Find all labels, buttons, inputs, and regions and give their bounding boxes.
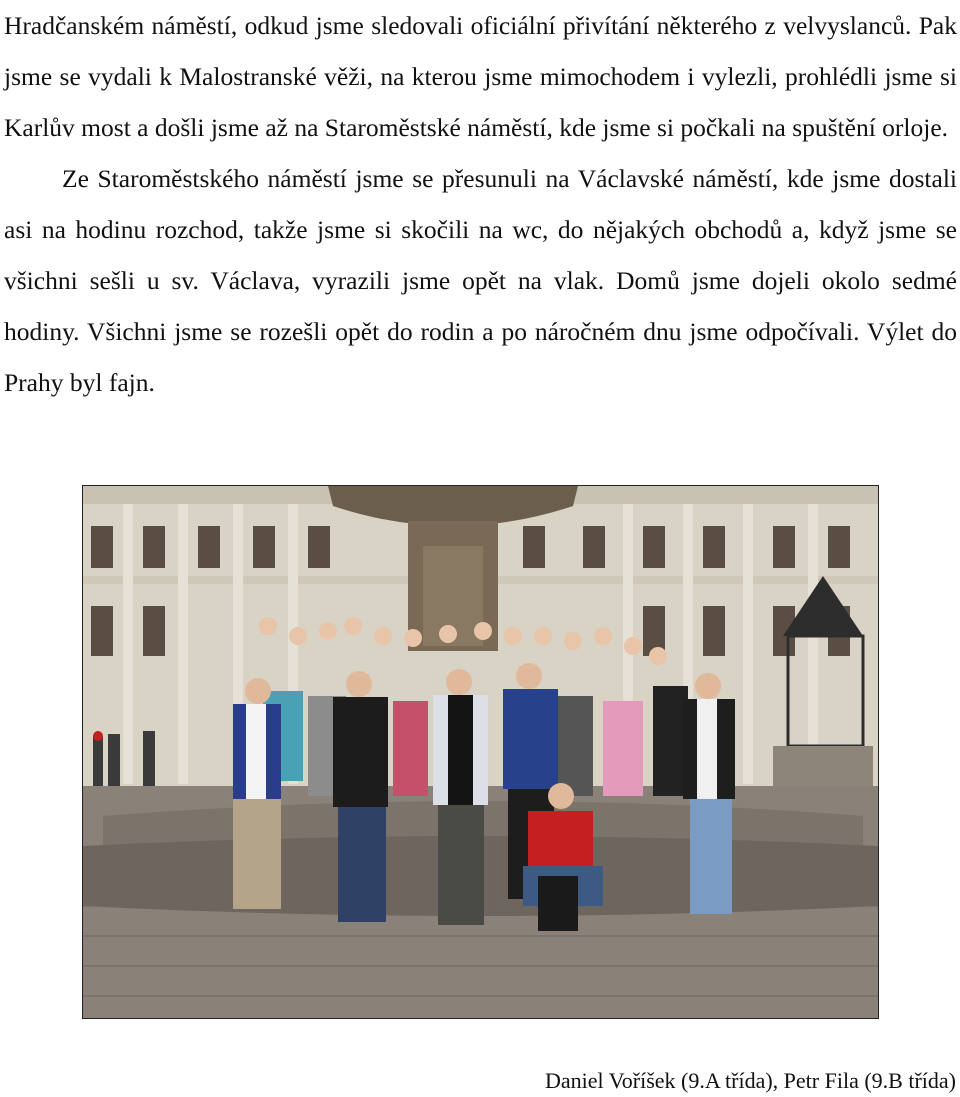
paragraph-1: Hradčanském náměstí, odkud jsme sledovali oficiální přivítání některého z velvyslanců. Pak jsme se vydali k Malostranské věži, na kterou jsme mimochodem i vylezli, prohlédli jsme si Karlův most a došli jsme až na Staroměstské náměstí, kde jsme si počkali na spuštění orloje. <box>4 11 957 142</box>
paragraph-2: Ze Staroměstského náměstí jsme se přesunuli na Václavské náměstí, kde jsme dostali asi na hodinu rozchod, takže jsme si skočili na wc, do nějakých obchodů a, když jsme se všichni sešli u sv. Václava, vyrazili jsme opět na vlak. Domů jsme dojeli okolo sedmé hodiny. Všichni jsme se rozešli opět do rodin a po náročném dnu jsme odpočívali. Výlet do Prahy byl fajn. <box>4 164 957 397</box>
group-photo <box>82 485 879 1019</box>
authors-line: Daniel Voříšek (9.A třída), Petr Fila (9.B třída) <box>544 1068 956 1093</box>
group-photo-illustration <box>83 486 878 1018</box>
article-text <box>4 0 957 408</box>
